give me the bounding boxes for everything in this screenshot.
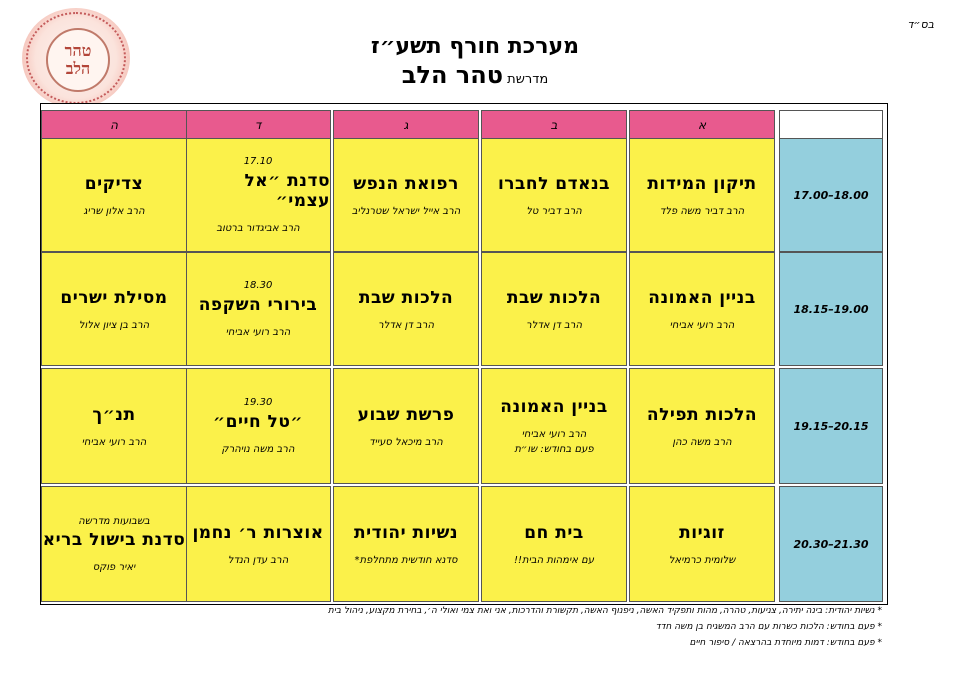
lesson-cell [333, 138, 479, 252]
lesson-teacher: הרב רועי אביחי [521, 429, 587, 440]
footnote-line: * פעם בחודש: דמות מיוחדת בהרצאה / סיפור חיים [689, 638, 882, 648]
lesson-start-time: 17.10 [243, 156, 273, 167]
lesson-teacher: שלומית כרמיאל [668, 554, 736, 566]
lesson-cell [629, 252, 775, 366]
lesson-subject: תיקון המידות [647, 173, 757, 194]
lesson-subject: זוגיות [679, 522, 725, 543]
lesson-subject: סדנת בישול בריא [42, 529, 186, 550]
lesson-cell [481, 368, 627, 484]
school-name: טהר הלב [401, 61, 504, 89]
day-header-4: ד [185, 110, 331, 140]
lesson-subject: אוצרות ר׳ נחמן [192, 522, 324, 543]
lesson-cell [185, 486, 331, 602]
lesson-subject: בניין האמונה [648, 287, 756, 308]
lesson-teacher: יאיר פוקס [92, 561, 136, 573]
footnotes [122, 603, 882, 651]
title-block [330, 34, 620, 89]
lesson-teacher: סדנא חודשית מתחלפת* [354, 554, 458, 566]
lesson-teacher: הרב דן אדלר [526, 319, 582, 331]
day-header-1: א [629, 110, 775, 140]
lesson-cell [41, 368, 187, 484]
school-logo [22, 8, 130, 108]
lesson-subject: תנ״ך [92, 404, 136, 425]
lesson-cell [185, 138, 331, 252]
logo-text-1: טהר [64, 41, 92, 60]
lesson-cell [41, 486, 187, 602]
lesson-teacher: הרב רועי אביחי [669, 319, 735, 331]
lesson-pre-note: בשבועות מדרשה [78, 515, 150, 527]
lesson-subject: בירורי השקפה [198, 295, 318, 315]
lesson-teacher: הרב מיכאל סעייד [369, 436, 443, 448]
lesson-cell [41, 138, 187, 252]
bsd-mark: בס״ד [907, 18, 934, 31]
time-slot-1: 17.00–18.00 [779, 138, 883, 252]
lesson-teacher: הרב דביר טל [526, 205, 582, 217]
lesson-teacher: הרב דן אדלר [378, 319, 434, 331]
school-prefix: מדרשת [507, 72, 549, 87]
logo-text-2: הלב [65, 59, 91, 78]
lesson-cell [481, 138, 627, 252]
lesson-teacher: הרב אייל ישראל שטרנליב [351, 205, 461, 217]
logo-emblem [46, 28, 110, 92]
lesson-subject: בנאדם לחברו [497, 173, 611, 194]
lesson-teacher: עם אימהות הבית!! [514, 554, 594, 566]
day-header-5: ה [41, 110, 187, 140]
lesson-teacher: הרב אלון שריג [83, 205, 145, 217]
lesson-subject: ״טל חיים״ [213, 412, 303, 432]
lesson-cell [481, 486, 627, 602]
lesson-teacher: הרב אביגדור ברטוב [216, 223, 300, 234]
lesson-subject: הלכות תפילה [646, 404, 758, 425]
lesson-subject: נשיות יהודית [353, 522, 459, 543]
lesson-subject: הלכות שבת [358, 287, 454, 308]
lesson-teacher: הרב משה נויהרק [221, 444, 295, 455]
footnote-line: * נשיות יהודית: בינה יתירה, צניעות, טהרה, מהות ותפקיד האשה, ניפנוף האשה, תקשורת והדרכות, אני ואת צמי ואולי ה׳, בחירת מקצוע, ניהול בית [327, 606, 882, 616]
lesson-teacher: הרב משה כהן [672, 436, 732, 448]
lesson-cell [41, 252, 187, 366]
lesson-teacher: הרב עדן הנדל [227, 554, 289, 566]
lesson-note: פעם בחודש: שו״ת [514, 444, 594, 455]
time-slot-2: 18.15–19.00 [779, 252, 883, 366]
lesson-cell [629, 138, 775, 252]
lesson-subject: רפואת הנפש [353, 173, 459, 194]
day-header-3: ג [333, 110, 479, 140]
lesson-subject: פרשת שבוע [357, 404, 455, 425]
time-slot-4: 20.30–21.30 [779, 486, 883, 602]
lesson-cell [629, 368, 775, 484]
lesson-teacher: הרב רועי אביחי [81, 436, 147, 448]
lesson-teacher: הרב רועי אביחי [225, 327, 291, 338]
lesson-cell [185, 252, 331, 366]
lesson-subject: סדנת ״אל עצמי״ [244, 171, 330, 211]
lesson-cell [333, 252, 479, 366]
corner-cell [779, 110, 883, 140]
lesson-start-time: 18.30 [243, 280, 273, 291]
lesson-subject: בניין האמונה [500, 397, 608, 417]
lesson-teacher: הרב בן ציון אלול [78, 319, 150, 331]
lesson-cell [333, 486, 479, 602]
time-slot-3: 19.15–20.15 [779, 368, 883, 484]
school-line [330, 61, 620, 89]
page-title: מערכת חורף תשע״ז [370, 34, 580, 59]
lesson-teacher: הרב דביר משה פלד [659, 205, 745, 217]
schedule-table [40, 103, 888, 605]
lesson-start-time: 19.30 [243, 397, 273, 408]
lesson-subject: הלכות שבת [506, 287, 602, 308]
lesson-subject: בית חם [524, 522, 584, 543]
lesson-cell [333, 368, 479, 484]
lesson-subject: מסילת ישרים [60, 287, 168, 308]
lesson-cell [481, 252, 627, 366]
lesson-cell [185, 368, 331, 484]
lesson-cell [629, 486, 775, 602]
footnote-line: * פעם בחודש: הלכות כשרות עם הרב המשגיח בן משה חדד [655, 622, 882, 632]
day-header-2: ב [481, 110, 627, 140]
lesson-subject: צדיקים [84, 173, 144, 194]
